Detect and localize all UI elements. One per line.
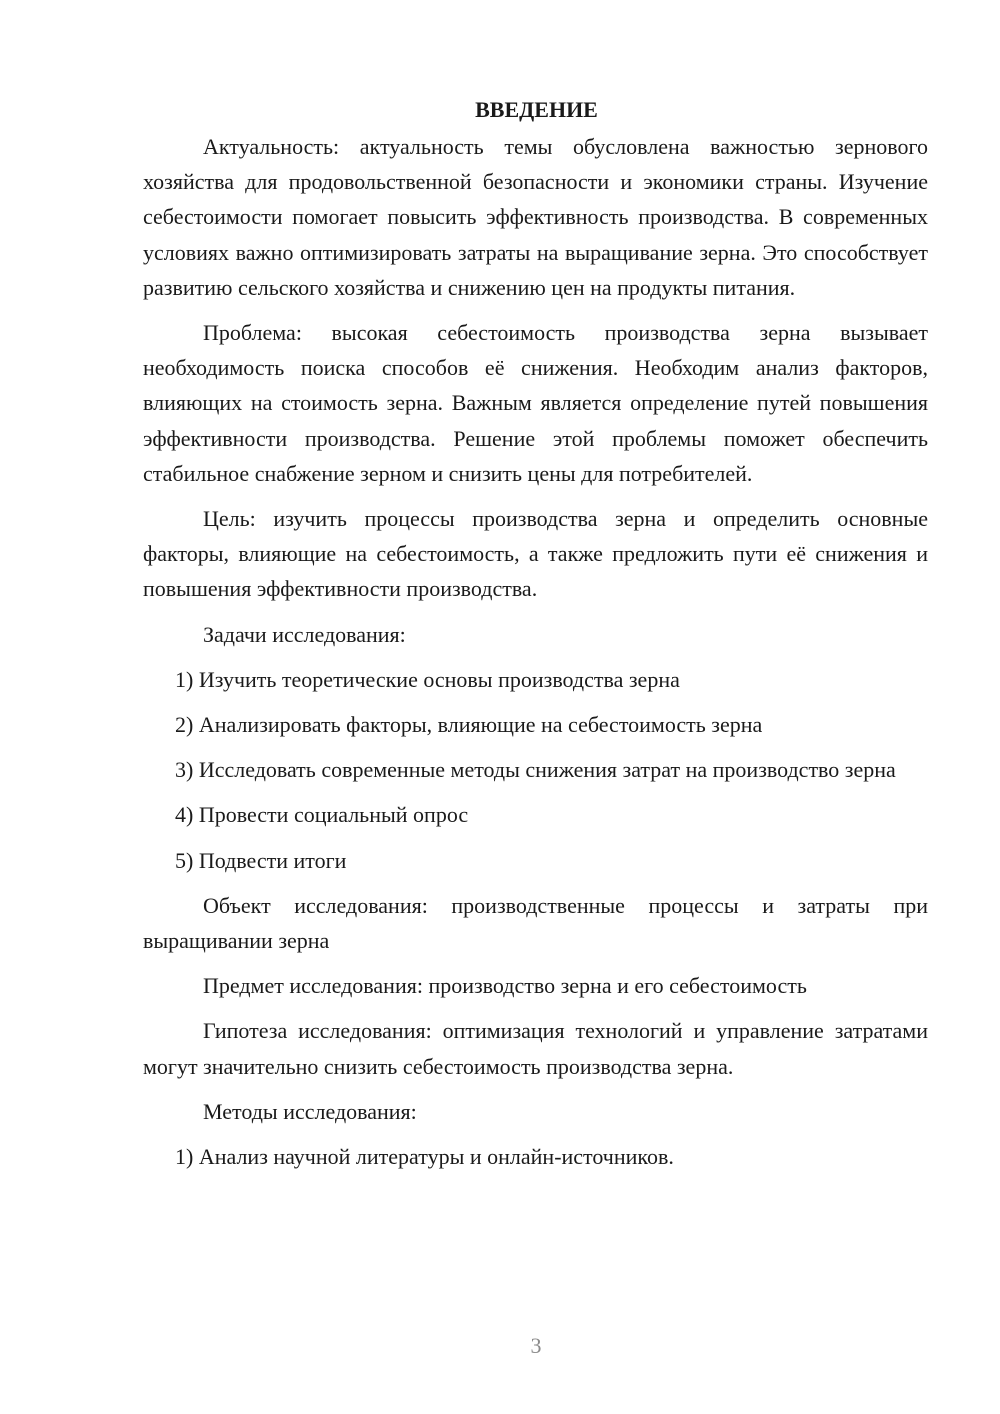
method-item-1: 1) Анализ научной литературы и онлайн-источников.: [175, 1144, 674, 1170]
subject-paragraph: Предмет исследования: производство зерна и его себестоимость: [203, 973, 807, 999]
section-title: ВВЕДЕНИЕ: [475, 97, 598, 122]
object-paragraph: Объект исследования: производственные процессы и затраты при выращивании зерна: [143, 892, 928, 954]
tasks-heading: Задачи исследования:: [203, 621, 406, 647]
task-item-5: 5) Подвести итоги: [175, 847, 347, 873]
task-item-2: 2) Анализировать факторы, влияющие на себестоимость зерна: [175, 712, 763, 738]
methods-heading: Методы исследования:: [203, 1098, 417, 1124]
page-number: 3: [530, 1333, 542, 1358]
task-item-1: 1) Изучить теоретические основы производства зерна: [175, 666, 680, 692]
hypothesis-paragraph: Гипотеза исследования: оптимизация технологий и управление затратами могут значительно снизить себестоимость производства зерна.: [143, 1018, 928, 1079]
goal-paragraph: Цель: изучить процессы производства зерна и определить основные факторы, влияющие на себестоимость, а также предложить пути её снижения и повышения эффективности производства.: [143, 506, 928, 602]
relevance-paragraph: Актуальность: актуальность темы обусловлена важностью зернового хозяйства для продовольственной безопасности и экономики страны. Изучение себестоимости помогает повысить эффективность производства. В современных условиях важно оптимизировать затраты на выращивание зерна. Это способствует развитию сельского хозяйства и снижению цен на продукты питания.: [143, 134, 928, 300]
problem-paragraph: Проблема: высокая себестоимость производства зерна вызывает необходимость поиска способов её снижения. Необходим анализ факторов, влияющих на стоимость зерна. Важным является определение путей повышения эффективности производства. Решение этой проблемы поможет обеспечить стабильное снабжение зерном и снизить цены для потребителей.: [143, 320, 928, 486]
page-content: [143, 92, 928, 1184]
task-item-3: 3) Исследовать современные методы снижения затрат на производство зерна: [175, 757, 896, 783]
task-item-4: 4) Провести социальный опрос: [175, 802, 469, 828]
